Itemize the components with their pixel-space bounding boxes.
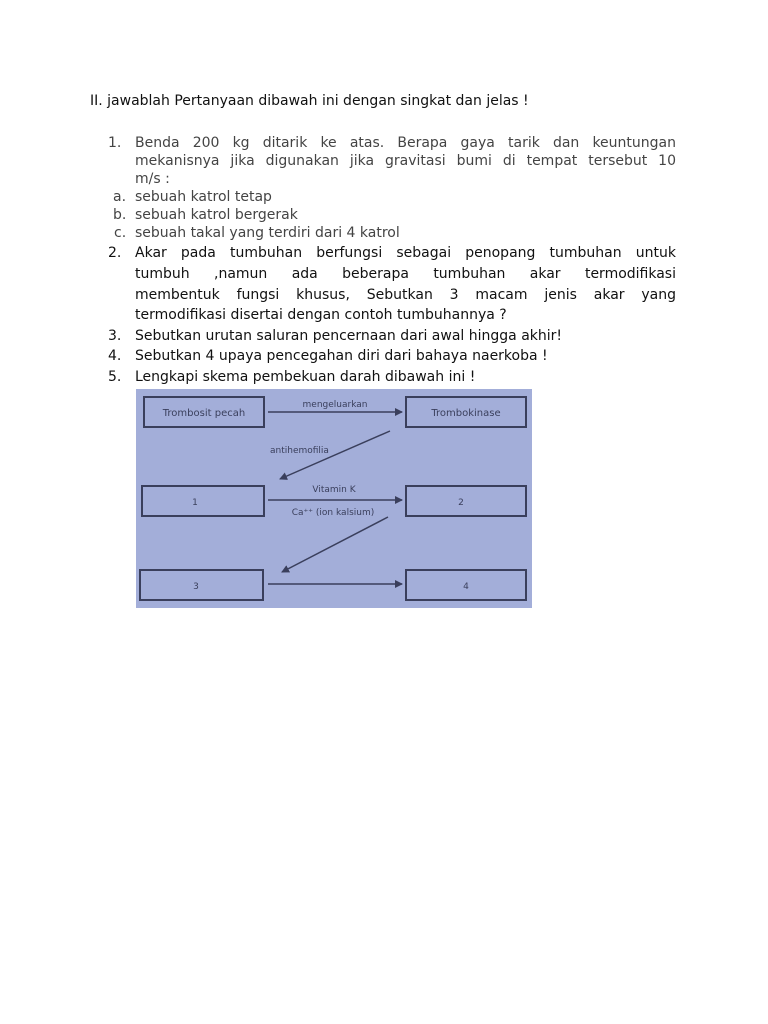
blood-clotting-diagram: [136, 389, 532, 608]
question-5-number: 5.: [108, 369, 122, 385]
label-mengeluarkan: mengeluarkan: [302, 400, 368, 410]
question-2-line-4: termodifikasi disertai dengan contoh tumbuhannya ?: [135, 307, 507, 323]
question-2-line-3: membentuk fungsi khusus, Sebutkan 3 macam jenis akar yang: [135, 287, 676, 303]
label-antihemofilia: antihemofilia: [270, 446, 329, 456]
label-calcium: Ca⁺⁺ (ion kalsium): [291, 508, 375, 518]
section-heading: II. jawablah Pertanyaan dibawah ini dengan singkat dan jelas !: [90, 93, 529, 109]
question-4-text: Sebutkan 4 upaya pencegahan diri dari bahaya naerkoba !: [135, 348, 548, 364]
option-a-text: sebuah katrol tetap: [135, 189, 272, 205]
box-trombosit-pecah-label: Trombosit pecah: [162, 408, 246, 419]
question-2-line-2: tumbuh ,namun ada beberapa tumbuhan akar termodifikasi: [135, 266, 676, 282]
question-5-text: Lengkapi skema pembekuan darah dibawah ini !: [135, 369, 476, 385]
question-1-line-3: m/s :: [135, 171, 170, 187]
question-4-number: 4.: [108, 348, 122, 364]
option-c-text: sebuah takal yang terdiri dari 4 katrol: [135, 225, 400, 241]
box-2-label: 2: [458, 498, 464, 508]
option-b-text: sebuah katrol bergerak: [135, 207, 298, 223]
box-3-label: 3: [193, 582, 199, 592]
question-3-number: 3.: [108, 328, 122, 344]
question-2-number: 2.: [108, 245, 122, 261]
label-vitamin-k: Vitamin K: [312, 485, 356, 495]
box-trombokinase-label: Trombokinase: [431, 408, 501, 419]
question-3-text: Sebutkan urutan saluran pencernaan dari awal hingga akhir!: [135, 328, 563, 344]
option-b-marker: b.: [113, 207, 127, 223]
box-4-label: 4: [463, 582, 469, 592]
question-1-number: 1.: [108, 135, 122, 151]
option-a-marker: a.: [113, 189, 127, 205]
question-1-line-1: Benda 200 kg ditarik ke atas. Berapa gaya tarik dan keuntungan: [135, 135, 676, 151]
question-2-line-1: Akar pada tumbuhan berfungsi sebagai penopang tumbuhan untuk: [135, 245, 676, 261]
question-1-line-2: mekanisnya jika digunakan jika gravitasi bumi di tempat tersebut 10: [135, 153, 676, 169]
option-c-marker: c.: [114, 225, 127, 241]
box-1-label: 1: [192, 498, 198, 508]
